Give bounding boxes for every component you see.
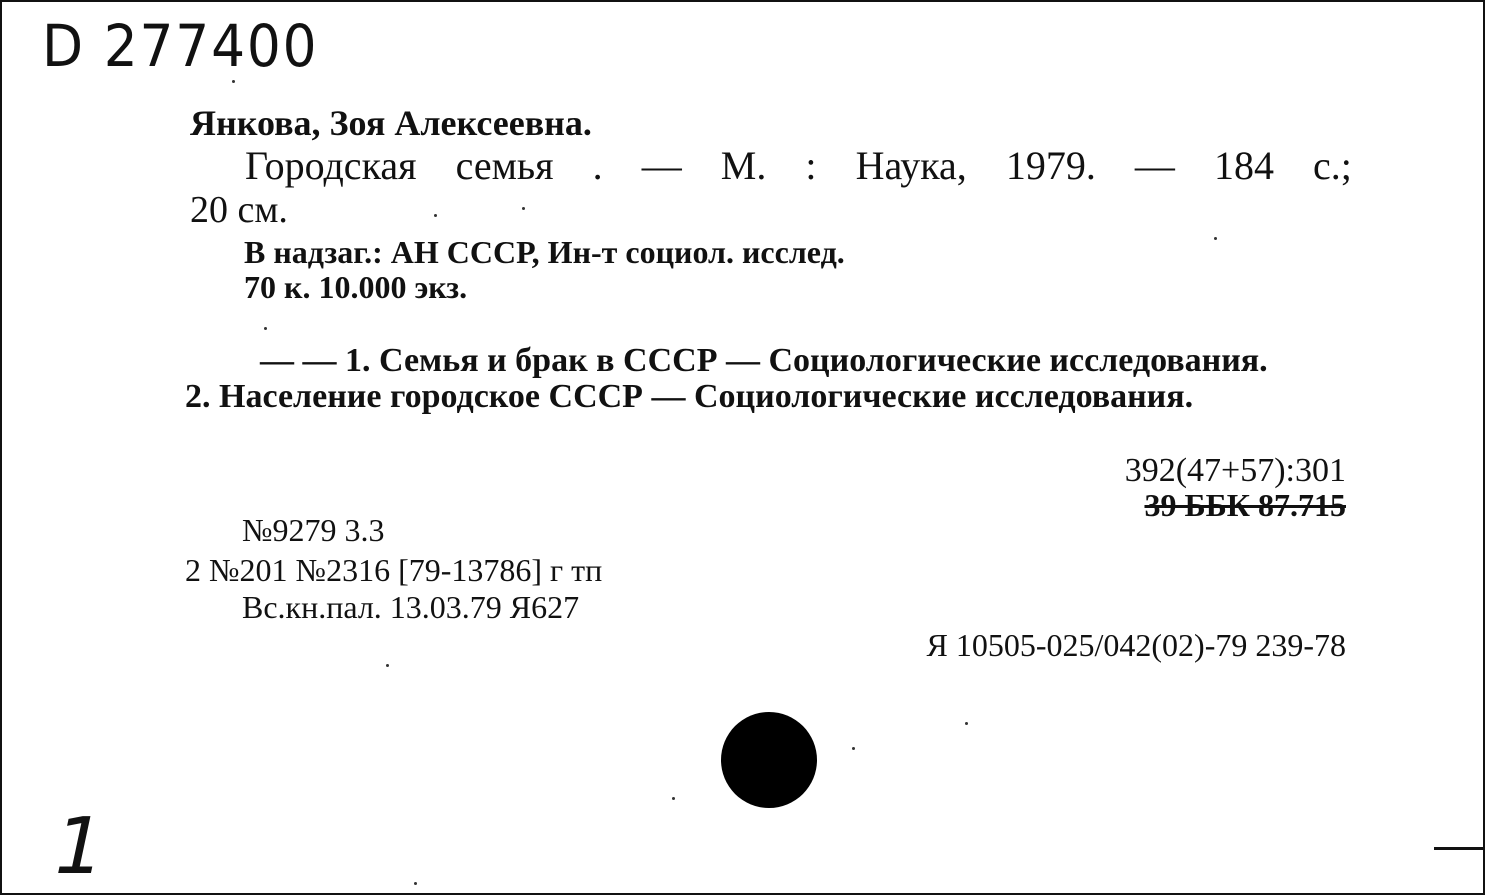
registry-line-1: №9279 3.3 [242, 512, 385, 548]
registry-line-3: Вс.кн.пал. 13.03.79 Я627 [242, 589, 580, 625]
title-word: — [1134, 143, 1175, 188]
title-word: : [805, 143, 817, 188]
title-word: Городская [245, 143, 417, 188]
title-word: с.; [1313, 143, 1352, 188]
udc-classification: 392(47+57):301 [1124, 452, 1346, 489]
title-word: — [641, 143, 682, 188]
speck [1214, 237, 1217, 240]
title-word: Наука, [855, 143, 967, 188]
author-heading: Янкова, Зоя Алексеевна. [190, 103, 592, 143]
speck [232, 80, 235, 83]
registry-line-2: 2 №201 №2316 [79-13786] г тп [185, 552, 603, 588]
speck [414, 882, 417, 885]
price-print-run: 70 к. 10.000 экз. [244, 269, 468, 305]
corner-mark [1434, 847, 1484, 850]
title-word: 1979. [1005, 143, 1096, 188]
speck [522, 207, 525, 210]
speck [965, 722, 968, 725]
title-word: семья [455, 143, 554, 188]
punch-hole [721, 712, 817, 808]
title-word: М. [720, 143, 767, 188]
speck [672, 797, 675, 800]
subject-heading-1: — — 1. Семья и брак в СССР — Социологические исследования. [260, 342, 1268, 379]
shelfmark-handwritten: D 277400 [42, 12, 319, 80]
note-heading: В надзаг.: АН СССР, Ин-т социол. исслед. [244, 234, 845, 270]
speck [852, 747, 855, 750]
title-word: 184 [1213, 143, 1274, 188]
subject-heading-2: 2. Население городское СССР — Социологические исследования. [185, 378, 1194, 415]
title-word: . [592, 143, 603, 188]
speck [434, 214, 437, 217]
publication-code: Я 10505-025/042(02)-79 239-78 [926, 627, 1346, 663]
copy-number-handwritten: 1 [44, 802, 114, 892]
bbk-classification-struck: 39 ББК 87.715 [1144, 487, 1346, 523]
speck [264, 327, 267, 330]
title-publication-line [245, 142, 1352, 189]
speck [386, 664, 389, 667]
physical-size: 20 см. [190, 189, 288, 231]
